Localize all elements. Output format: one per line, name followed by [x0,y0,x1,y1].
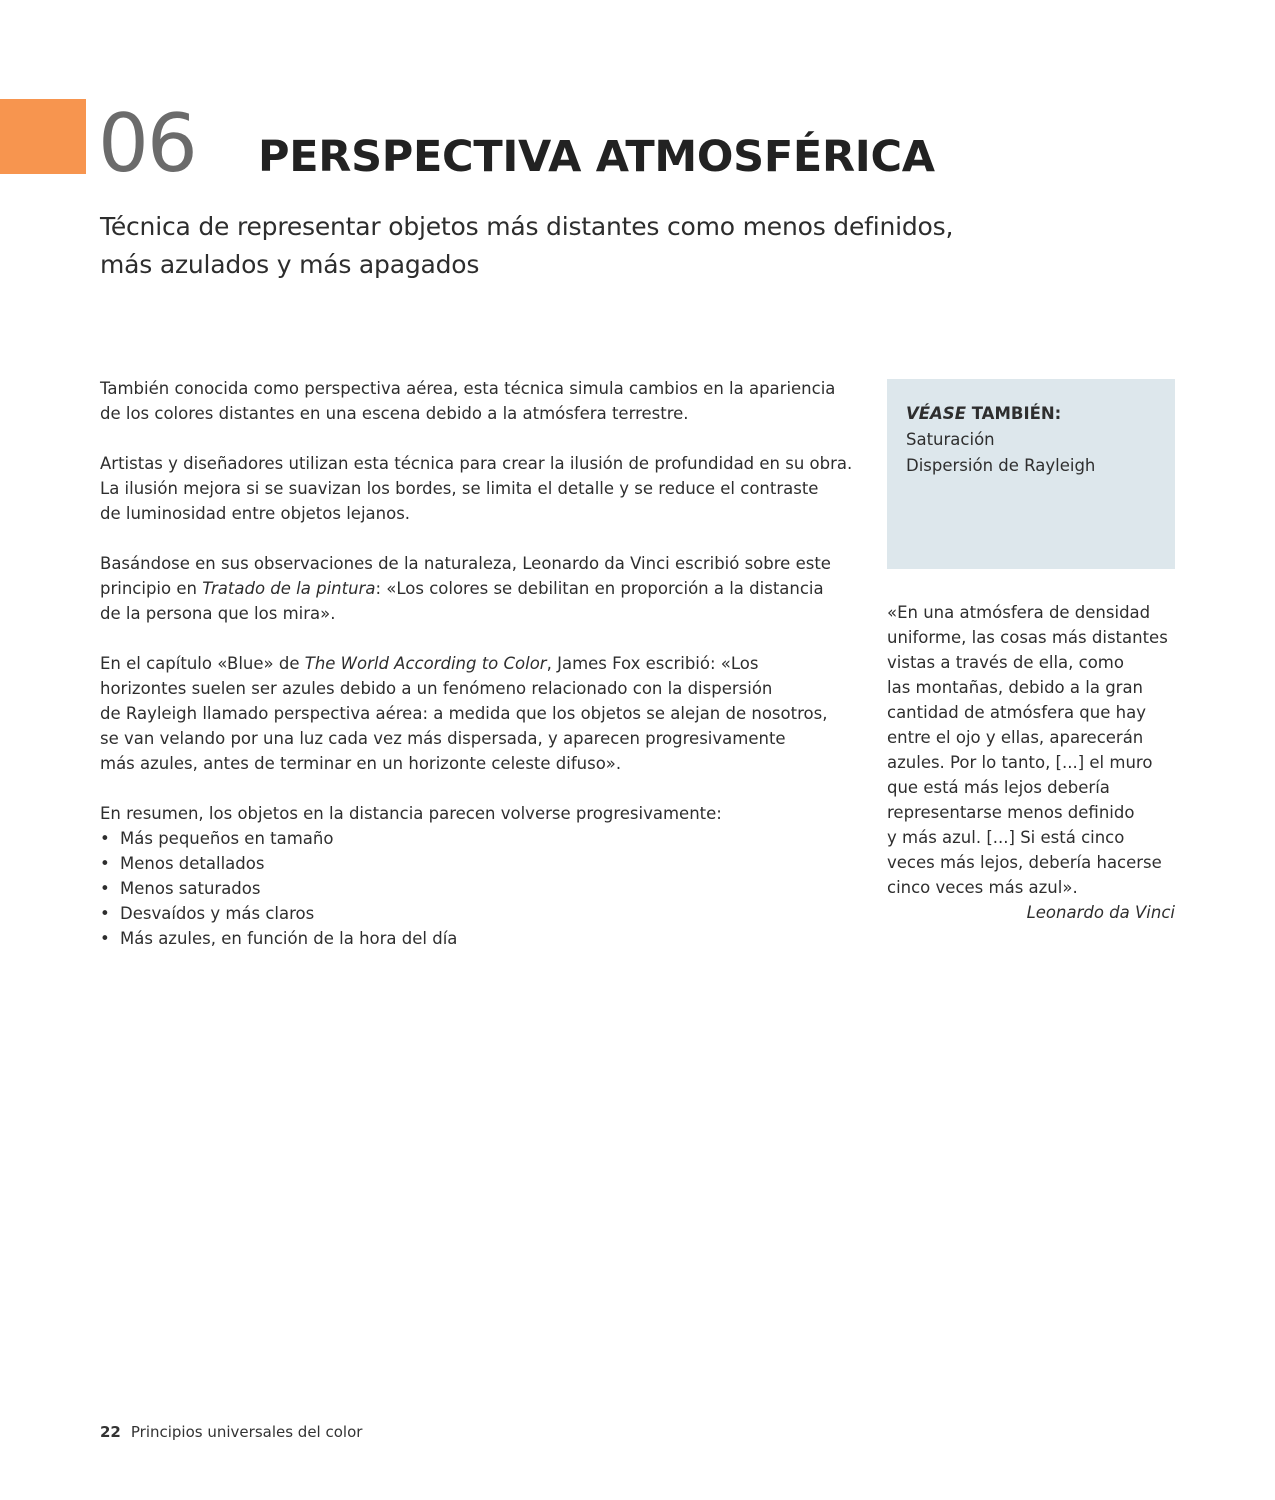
list-item [100,901,870,926]
quote-line: veces más lejos, debería hacerse [887,853,1162,872]
quote-line: uniforme, las cosas más distantes [887,628,1168,647]
body-line: de la persona que los mira». [100,604,336,623]
body-line: de los colores distantes en una escena debido a la atmósfera terrestre. [100,404,689,423]
body-text: , James Fox escribió: «Los [546,654,759,673]
bullet-icon: • [100,829,110,848]
list-item [100,851,870,876]
list-item-text: Más pequeños en tamaño [120,829,334,848]
quote-line: entre el ojo y ellas, aparecerán [887,728,1144,747]
body-line: Artistas y diseñadores utilizan esta técnica para crear la ilusión de profundidad en su obra. [100,454,853,473]
body-line: se van velando por una luz cada vez más dispersada, y aparecen progresivamente [100,729,786,748]
summary-block [100,801,870,951]
list-item [100,826,870,851]
see-also-item: Dispersión de Rayleigh [906,456,1096,475]
chapter-title: PERSPECTIVA ATMOSFÉRICA [258,132,935,182]
body-paragraph [100,376,870,426]
summary-intro: En resumen, los objetos en la distancia parecen volverse progresivamente: [100,804,722,823]
quote-author: Leonardo da Vinci [1026,903,1175,922]
see-also-item: Saturación [906,430,995,449]
bullet-icon: • [100,854,110,873]
quote-line: azules. Por lo tanto, [...] el muro [887,753,1153,772]
body-text: En el capítulo «Blue» de [100,654,305,673]
chapter-accent-block [0,99,86,174]
see-also-box [887,379,1175,569]
body-line [100,576,870,601]
chapter-number: 06 [98,97,196,190]
leonardo-quote [887,600,1175,925]
quote-line: y más azul. [...] Si está cinco [887,828,1125,847]
body-line: También conocida como perspectiva aérea, esta técnica simula cambios en la apariencia [100,379,836,398]
chapter-subtitle [100,208,1000,284]
body-line: de luminosidad entre objetos lejanos. [100,504,411,523]
quote-line: «En una atmósfera de densidad [887,603,1151,622]
summary-list [100,826,870,951]
body-line [100,651,870,676]
subtitle-line: Técnica de representar objetos más distantes como menos definidos, [100,212,954,241]
list-item-text: Más azules, en función de la hora del día [120,929,458,948]
quote-line: cinco veces más azul». [887,878,1078,897]
body-text: : «Los colores se debilitan en proporción a la distancia [375,579,824,598]
see-also-heading [906,401,1156,427]
body-line: Basándose en sus observaciones de la naturaleza, Leonardo da Vinci escribió sobre este [100,554,831,573]
body-line: de Rayleigh llamado perspectiva aérea: a medida que los objetos se alejan de nosotros, [100,704,828,723]
body-line: más azules, antes de terminar en un horizonte celeste difuso». [100,754,622,773]
body-paragraph [100,651,870,776]
list-item-text: Menos saturados [120,879,261,898]
bullet-icon: • [100,879,110,898]
list-item [100,926,870,951]
list-item-text: Desvaídos y más claros [120,904,315,923]
list-item-text: Menos detallados [120,854,265,873]
quote-line: las montañas, debido a la gran [887,678,1144,697]
book-title-italic: Tratado de la pintura [202,579,376,598]
bullet-icon: • [100,929,110,948]
main-text-column [100,376,870,951]
see-also-heading-rest: TAMBIÉN: [965,404,1062,423]
body-line: La ilusión mejora si se suavizan los bordes, se limita el detalle y se reduce el contraste [100,479,819,498]
body-line: horizontes suelen ser azules debido a un fenómeno relacionado con la dispersión [100,679,773,698]
running-book-title: Principios universales del color [130,1423,363,1441]
book-title-italic: The World According to Color [304,654,547,673]
body-paragraph [100,551,870,626]
page-number: 22 [100,1423,121,1441]
body-text: principio en [100,579,203,598]
see-also-heading-em: VÉASE [906,404,966,423]
body-paragraph [100,451,870,526]
quote-line: representarse menos definido [887,803,1135,822]
list-item [100,876,870,901]
page-footer [100,1421,362,1443]
quote-line: vistas a través de ella, como [887,653,1124,672]
quote-line: que está más lejos debería [887,778,1110,797]
bullet-icon: • [100,904,110,923]
quote-line: cantidad de atmósfera que hay [887,703,1146,722]
subtitle-line: más azulados y más apagados [100,250,480,279]
